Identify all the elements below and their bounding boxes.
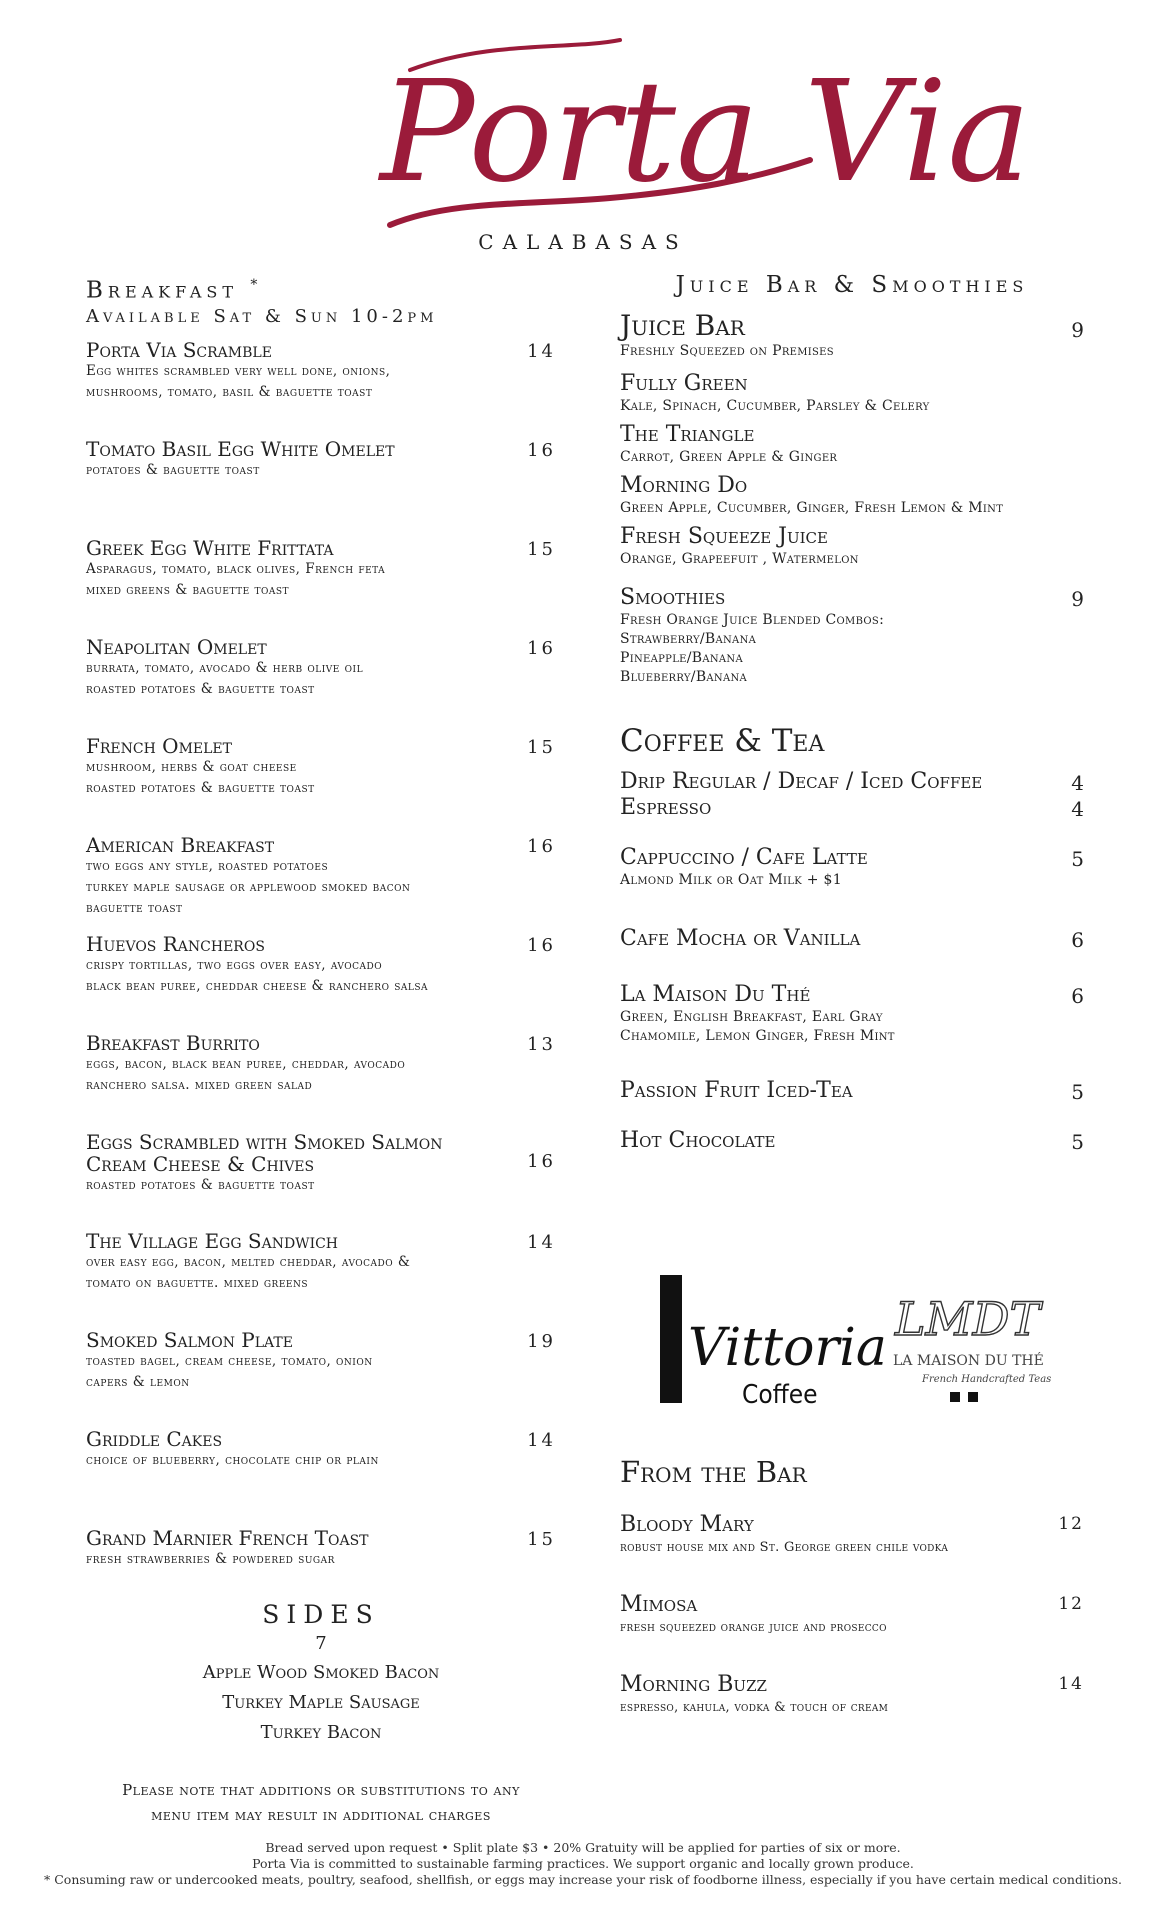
breakfast-item bbox=[86, 1329, 556, 1428]
bar-item bbox=[620, 1672, 1084, 1752]
breakfast-item bbox=[86, 834, 556, 933]
coffee-item-desc: Almond Milk or Oat Milk + $1 bbox=[620, 872, 842, 888]
breakfast-item-price: 16 bbox=[527, 934, 556, 956]
breakfast-item-name: Huevos Rancheros bbox=[86, 931, 265, 956]
breakfast-item-desc: roasted potatoes & baguette toast bbox=[86, 680, 315, 697]
coffee-item-price: 6 bbox=[1071, 928, 1084, 952]
juice-item-name: Fully Green bbox=[620, 371, 748, 396]
breakfast-item-desc: mushroom, herbs & goat cheese bbox=[86, 758, 297, 775]
juice-bar-price: 9 bbox=[1071, 318, 1084, 342]
bar-item-name: Bloody Mary bbox=[620, 1512, 754, 1537]
juice-item-name: Morning Do bbox=[620, 473, 748, 498]
breakfast-item-price: 16 bbox=[527, 1150, 556, 1172]
breakfast-item-name: Smoked Salmon Plate bbox=[86, 1327, 293, 1352]
breakfast-item-name: Griddle Cakes bbox=[86, 1426, 223, 1451]
juice-item-desc: Green Apple, Cucumber, Ginger, Fresh Lemon & Mint bbox=[620, 500, 1004, 516]
breakfast-item-desc: Asparagus, tomato, black olives, French feta bbox=[86, 560, 386, 577]
sides-heading: SIDES bbox=[262, 1600, 380, 1629]
breakfast-item-desc: roasted potatoes & baguette toast bbox=[86, 1176, 315, 1193]
logo-wordmark: Porta Via bbox=[380, 51, 1031, 214]
breakfast-item-desc: choice of blueberry, chocolate chip or plain bbox=[86, 1451, 379, 1468]
coffee-item-name: Cappuccino / Cafe Latte bbox=[620, 845, 868, 870]
smoothies-desc-1: Strawberry/Banana bbox=[620, 631, 757, 647]
breakfast-item-name: Eggs Scrambled with Smoked Salmon Cream Cheese & Chives bbox=[86, 1129, 443, 1176]
breakfast-item-desc: potatoes & baguette toast bbox=[86, 461, 260, 478]
bar-item-desc: espresso, kahula, vodka & touch of cream bbox=[620, 1700, 889, 1715]
bar-heading: From the Bar bbox=[620, 1455, 807, 1489]
location-title: CALABASAS bbox=[478, 230, 688, 254]
bar-item-name: Morning Buzz bbox=[620, 1672, 767, 1697]
breakfast-item-desc: black bean puree, cheddar cheese & ranchero salsa bbox=[86, 977, 429, 994]
breakfast-item-price: 15 bbox=[527, 538, 556, 560]
juice-bar-desc: Freshly Squeezed on Premises bbox=[620, 343, 834, 359]
breakfast-item-desc: Egg whites scrambled very well done, onions, bbox=[86, 362, 391, 379]
partner-logos bbox=[650, 1265, 1090, 1415]
breakfast-item-price: 16 bbox=[527, 439, 556, 461]
juice-item bbox=[620, 473, 1084, 518]
juice-bar-item bbox=[620, 310, 1084, 361]
breakfast-item-name: Porta Via Scramble bbox=[86, 337, 272, 362]
smoothies-desc-0: Fresh Orange Juice Blended Combos: bbox=[620, 612, 885, 628]
breakfast-item-price: 15 bbox=[527, 1528, 556, 1550]
breakfast-item-name: American Breakfast bbox=[86, 832, 275, 857]
coffee-item-price: 6 bbox=[1071, 984, 1084, 1008]
coffee-item-price: 4 bbox=[1071, 771, 1084, 795]
vittoria-logo-text: Vittoria bbox=[688, 1318, 887, 1378]
juice-item bbox=[620, 422, 1084, 467]
substitution-note: Please note that additions or substitutions to any menu item may result in additional charges bbox=[122, 1781, 520, 1824]
bar-item-price: 14 bbox=[1058, 1674, 1084, 1694]
breakfast-item-desc: burrata, tomato, avocado & herb olive oil bbox=[86, 659, 364, 676]
smoothies-price: 9 bbox=[1071, 587, 1084, 611]
side-item: Apple Wood Smoked Bacon bbox=[202, 1662, 440, 1683]
juice-item-desc: Orange, Grapeefuit , Watermelon bbox=[620, 551, 859, 567]
breakfast-item-price: 13 bbox=[527, 1033, 556, 1055]
breakfast-item-desc: ranchero salsa. mixed green salad bbox=[86, 1076, 313, 1093]
breakfast-item bbox=[86, 1230, 556, 1329]
breakfast-item-price: 14 bbox=[527, 1429, 556, 1451]
breakfast-item-desc: baguette toast bbox=[86, 899, 183, 916]
footer: Bread served upon request • Split plate $3 • 20% Gratuity will be applied for parties of six or more. Porta Via is committed to sustainable farming practices. We support organic and locally grown produce. * Consuming raw or undercooked meats, poultry, seafood, shellfish, or eggs may increase your risk of foodborne illness, especially if you have certain medical conditions. bbox=[44, 1840, 1122, 1887]
breakfast-item-desc: mixed greens & baguette toast bbox=[86, 581, 290, 598]
juice-item-name: The Triangle bbox=[620, 422, 755, 447]
breakfast-heading: Breakfast * bbox=[86, 277, 263, 304]
coffee-item-price: 5 bbox=[1071, 1080, 1084, 1104]
coffee-item-name: Espresso bbox=[620, 795, 712, 820]
breakfast-item-name: French Omelet bbox=[86, 733, 232, 758]
breakfast-item-desc: capers & lemon bbox=[86, 1373, 190, 1390]
breakfast-item-desc: roasted potatoes & baguette toast bbox=[86, 779, 315, 796]
juice-item-desc: Kale, Spinach, Cucumber, Parsley & Celery bbox=[620, 398, 930, 414]
breakfast-section bbox=[86, 270, 556, 1626]
coffee-item-name: Hot Chocolate bbox=[620, 1128, 776, 1153]
lmdt-square bbox=[950, 1392, 960, 1402]
breakfast-item-price: 16 bbox=[527, 835, 556, 857]
coffee-item-name: Cafe Mocha or Vanilla bbox=[620, 926, 861, 951]
breakfast-item-name: The Village Egg Sandwich bbox=[86, 1228, 339, 1253]
bar-items bbox=[620, 1512, 1084, 1752]
juice-item bbox=[620, 524, 1084, 569]
coffee-item bbox=[620, 982, 1084, 1046]
breakfast-item-desc: mushrooms, tomato, basil & baguette toast bbox=[86, 383, 373, 400]
breakfast-item-desc: eggs, bacon, black bean puree, cheddar, avocado bbox=[86, 1055, 406, 1072]
breakfast-item bbox=[86, 438, 556, 537]
porta-via-logo bbox=[370, 30, 1031, 250]
breakfast-item-price: 14 bbox=[527, 1231, 556, 1253]
coffee-heading: Coffee & Tea bbox=[620, 723, 825, 759]
juice-bar-name: Juice Bar bbox=[620, 309, 745, 342]
juice-item bbox=[620, 371, 1084, 416]
breakfast-item bbox=[86, 933, 556, 1032]
breakfast-item-price: 15 bbox=[527, 736, 556, 758]
juice-heading: Juice Bar & Smoothies bbox=[675, 272, 1029, 298]
breakfast-item bbox=[86, 735, 556, 834]
breakfast-item bbox=[86, 636, 556, 735]
smoothies-desc-3: Blueberry/Banana bbox=[620, 669, 748, 685]
juice-items bbox=[620, 371, 1084, 569]
side-item: Turkey Bacon bbox=[260, 1722, 382, 1743]
breakfast-item-desc: two eggs any style, roasted potatoes bbox=[86, 857, 329, 874]
lmdt-logo-monogram: LMDT bbox=[895, 1292, 1041, 1346]
breakfast-item-price: 16 bbox=[527, 637, 556, 659]
coffee-item-price: 5 bbox=[1071, 847, 1084, 871]
coffee-item bbox=[620, 795, 1084, 821]
breakfast-item-desc: crispy tortillas, two eggs over easy, avocado bbox=[86, 956, 383, 973]
coffee-item-price: 5 bbox=[1071, 1130, 1084, 1154]
coffee-item-desc: Green, English Breakfast, Earl Gray bbox=[620, 1009, 883, 1025]
breakfast-item-desc: fresh strawberries & powdered sugar bbox=[86, 1550, 335, 1567]
breakfast-item-desc: turkey maple sausage or applewood smoked bacon bbox=[86, 878, 411, 895]
coffee-item-desc: Chamomile, Lemon Ginger, Fresh Mint bbox=[620, 1028, 895, 1044]
coffee-item bbox=[620, 769, 1084, 795]
breakfast-item-price: 14 bbox=[527, 340, 556, 362]
breakfast-item-desc: tomato on baguette. mixed greens bbox=[86, 1274, 309, 1291]
smoothies-name: Smoothies bbox=[620, 585, 726, 610]
vittoria-logo-bar bbox=[660, 1275, 682, 1403]
drinks-column bbox=[620, 270, 1084, 1154]
breakfast-item-desc: over easy egg, bacon, melted cheddar, avocado & bbox=[86, 1253, 411, 1270]
breakfast-item bbox=[86, 339, 556, 438]
coffee-item bbox=[620, 1128, 1084, 1154]
lmdt-logo-sub: French Handcrafted Teas bbox=[922, 1374, 1052, 1385]
breakfast-item-desc: toasted bagel, cream cheese, tomato, onion bbox=[86, 1352, 373, 1369]
bar-item bbox=[620, 1512, 1084, 1592]
breakfast-item bbox=[86, 1131, 556, 1230]
coffee-item-name: Drip Regular / Decaf / Iced Coffee bbox=[620, 769, 983, 794]
sides-section bbox=[86, 1600, 556, 1748]
bar-item bbox=[620, 1592, 1084, 1672]
breakfast-item-name: Breakfast Burrito bbox=[86, 1030, 260, 1055]
breakfast-item bbox=[86, 537, 556, 636]
bar-item-desc: fresh squeezed orange juice and prosecco bbox=[620, 1620, 887, 1635]
smoothies-desc-2: Pineapple/Banana bbox=[620, 650, 744, 666]
smoothies-item bbox=[620, 585, 1084, 687]
bar-item-name: Mimosa bbox=[620, 1592, 698, 1617]
breakfast-availability: Available Sat & Sun 10-2pm bbox=[86, 305, 438, 327]
breakfast-item-price: 19 bbox=[527, 1330, 556, 1352]
breakfast-item-name: Grand Marnier French Toast bbox=[86, 1525, 369, 1550]
bar-item-price: 12 bbox=[1058, 1514, 1084, 1534]
lmdt-square bbox=[968, 1392, 978, 1402]
coffee-item-name: La Maison Du Thé bbox=[620, 982, 811, 1007]
sides-price: 7 bbox=[315, 1633, 327, 1654]
bar-item-desc: robust house mix and St. George green chile vodka bbox=[620, 1540, 949, 1555]
coffee-items bbox=[620, 769, 1084, 1154]
coffee-item bbox=[620, 926, 1084, 952]
lmdt-logo-name: LA MAISON DU THÉ bbox=[893, 1353, 1044, 1369]
coffee-item-name: Passion Fruit Iced-Tea bbox=[620, 1078, 853, 1103]
juice-item-desc: Carrot, Green Apple & Ginger bbox=[620, 449, 838, 465]
breakfast-item-name: Greek Egg White Frittata bbox=[86, 535, 334, 560]
breakfast-item-name: Tomato Basil Egg White Omelet bbox=[86, 436, 395, 461]
juice-item-name: Fresh Squeeze Juice bbox=[620, 524, 828, 549]
breakfast-item-name: Neapolitan Omelet bbox=[86, 634, 267, 659]
coffee-item bbox=[620, 1078, 1084, 1104]
bar-item-price: 12 bbox=[1058, 1594, 1084, 1614]
vittoria-logo-sub: Coffee bbox=[742, 1380, 818, 1410]
coffee-item-price: 4 bbox=[1071, 797, 1084, 821]
breakfast-items bbox=[86, 339, 556, 1626]
breakfast-item bbox=[86, 1032, 556, 1131]
side-item: Turkey Maple Sausage bbox=[222, 1692, 420, 1713]
breakfast-item bbox=[86, 1428, 556, 1527]
coffee-item bbox=[620, 845, 1084, 890]
